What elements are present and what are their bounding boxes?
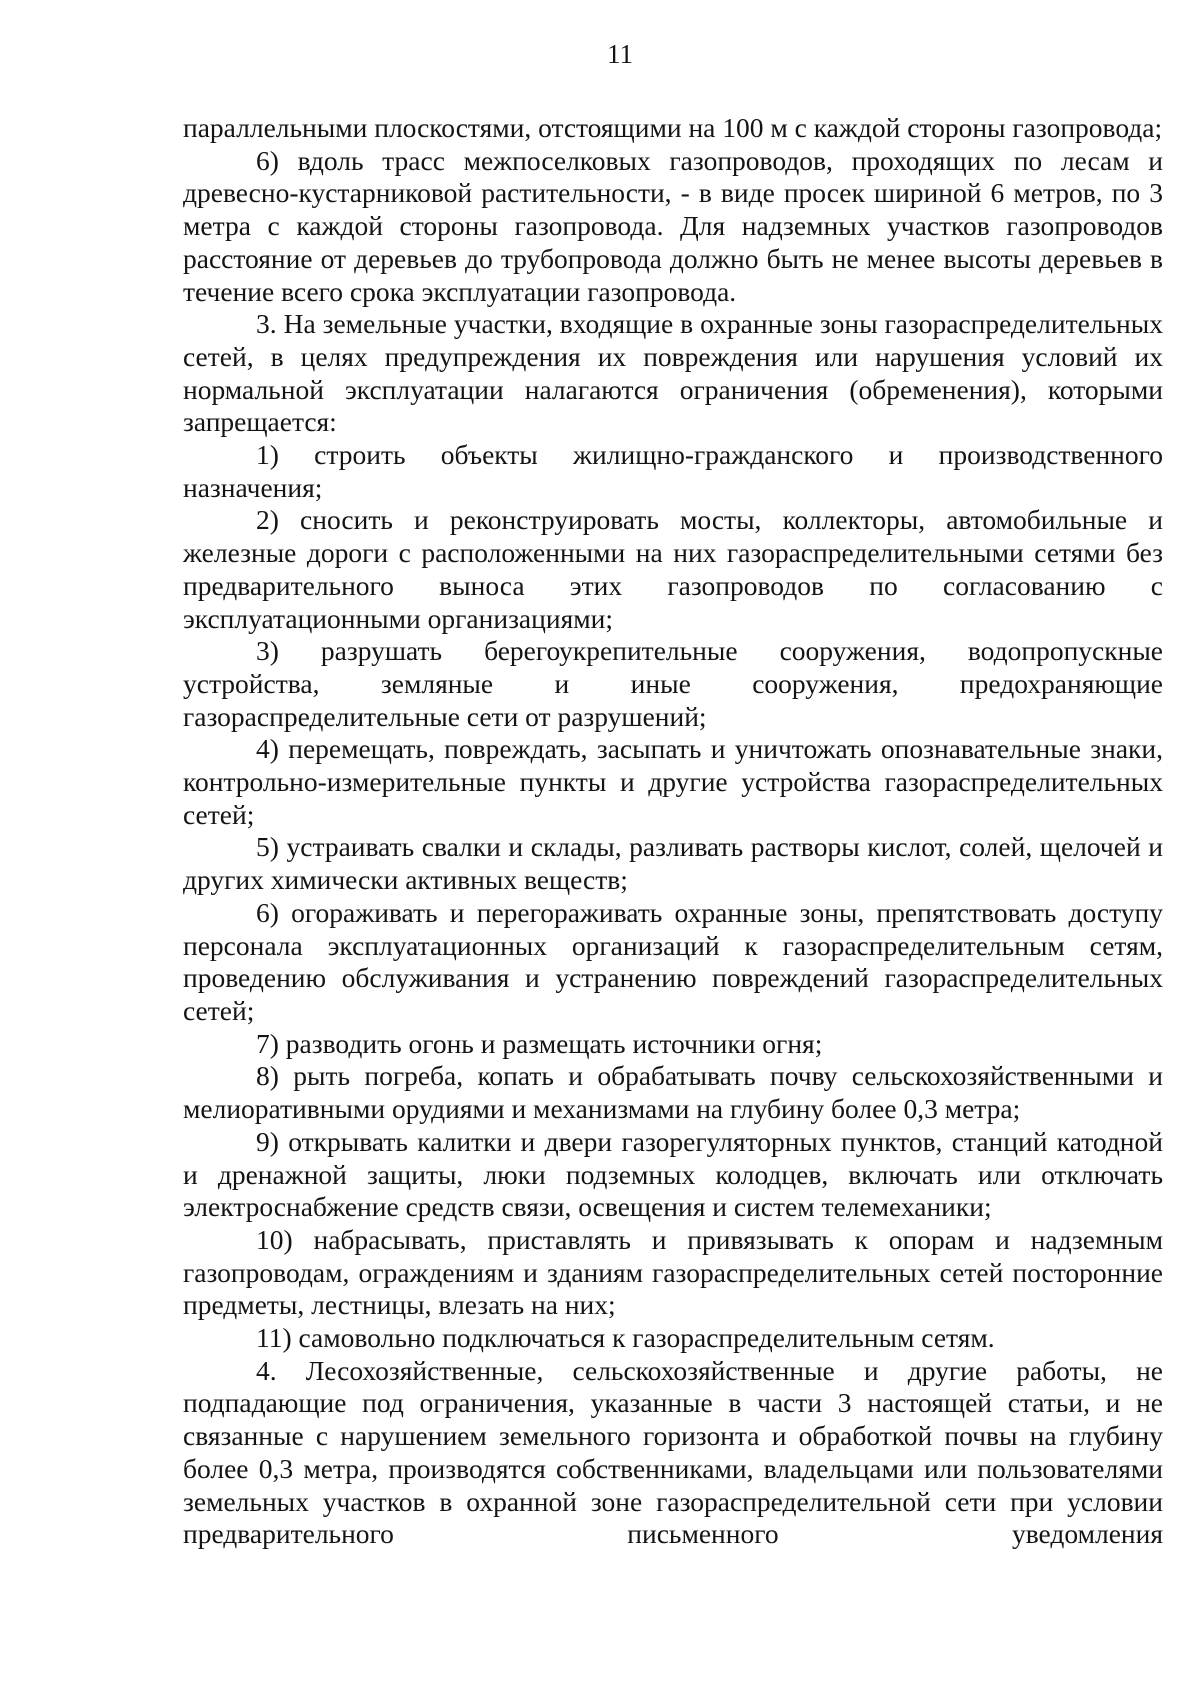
paragraph-item-10: 10) набрасывать, приставлять и привязывать к опорам и надземным газопроводам, ограждениям и зданиям газораспределительных сетей посторонние предметы, лестницы, влезать на них; xyxy=(183,1223,1163,1321)
paragraph-item-4: 4) перемещать, повреждать, засыпать и уничтожать опознавательные знаки, контрольно-измерительные пункты и другие устройства газораспределительных сетей; xyxy=(183,733,1163,830)
paragraph-item-6: 6) вдоль трасс межпоселковых газопроводов, проходящих по лесам и древесно-кустарниковой растительности, - в виде просек шириной 6 метров, по 3 метра с каждой стороны газопровода. Для надземных участков газопроводов расстояние от деревьев до трубопровода должно быть не менее высоты деревьев в течение всего срока эксплуатации газопровода. xyxy=(183,144,1163,307)
page-number: 11 xyxy=(607,39,633,69)
paragraph-section-4: 4. Лесохозяйственные, сельскохозяйственные и другие работы, не подпадающие под ограничения, указанные в части 3 настоящей статьи, и не связанные с нарушением земельного горизонта и обработкой почвы на глубину более 0,3 метра, производятся собственниками, владельцами или пользователями земельных участков в охранной зоне газораспределительной сети при условии предварительного письменного уведомления xyxy=(183,1354,1163,1550)
paragraph-section-3: 3. На земельные участки, входящие в охранные зоны газораспределительных сетей, в целях предупреждения их повреждения или нарушения условий их нормальной эксплуатации налагаются ограничения (обременения), которыми запрещается: xyxy=(183,308,1163,438)
paragraph-continuation: параллельными плоскостями, отстоящими на 100 м с каждой стороны газопровода; xyxy=(183,112,1163,143)
paragraph-item-2: 2) сносить и реконструировать мосты, коллекторы, автомобильные и железные дороги с расположенными на них газораспределительными сетями без предварительного выноса этих газопроводов по согласованию с эксплуатационными организациями; xyxy=(183,504,1163,634)
paragraph-item-6b: 6) огораживать и перегораживать охранные зоны, препятствовать доступу персонала эксплуатационных организаций к газораспределительным сетям, проведению обслуживания и устранению повреждений газораспределительных сетей; xyxy=(183,896,1163,1026)
paragraph-item-3: 3) разрушать берегоукрепительные сооружения, водопропускные устройства, земляные и иные сооружения, предохраняющие газораспределительные сети от разрушений; xyxy=(183,635,1163,732)
paragraph-item-7: 7) разводить огонь и размещать источники огня; xyxy=(256,1027,823,1059)
paragraph-item-11: 11) самовольно подключаться к газораспределительным сетям. xyxy=(256,1322,995,1354)
paragraph-item-8: 8) рыть погреба, копать и обрабатывать почву сельскохозяйственными и мелиоративными орудиями и механизмами на глубину более 0,3 метра; xyxy=(183,1060,1163,1125)
document-body xyxy=(183,112,1163,1551)
paragraph-item-9: 9) открывать калитки и двери газорегуляторных пунктов, станций катодной и дренажной защиты, люки подземных колодцев, включать или отключать электроснабжение средств связи, освещения и систем телемеханики; xyxy=(183,1125,1163,1223)
paragraph-item-5: 5) устраивать свалки и склады, разливать растворы кислот, солей, щелочей и других химически активных веществ; xyxy=(183,831,1163,896)
paragraph-item-1: 1) строить объекты жилищно-гражданского и производственного назначения; xyxy=(183,439,1163,503)
